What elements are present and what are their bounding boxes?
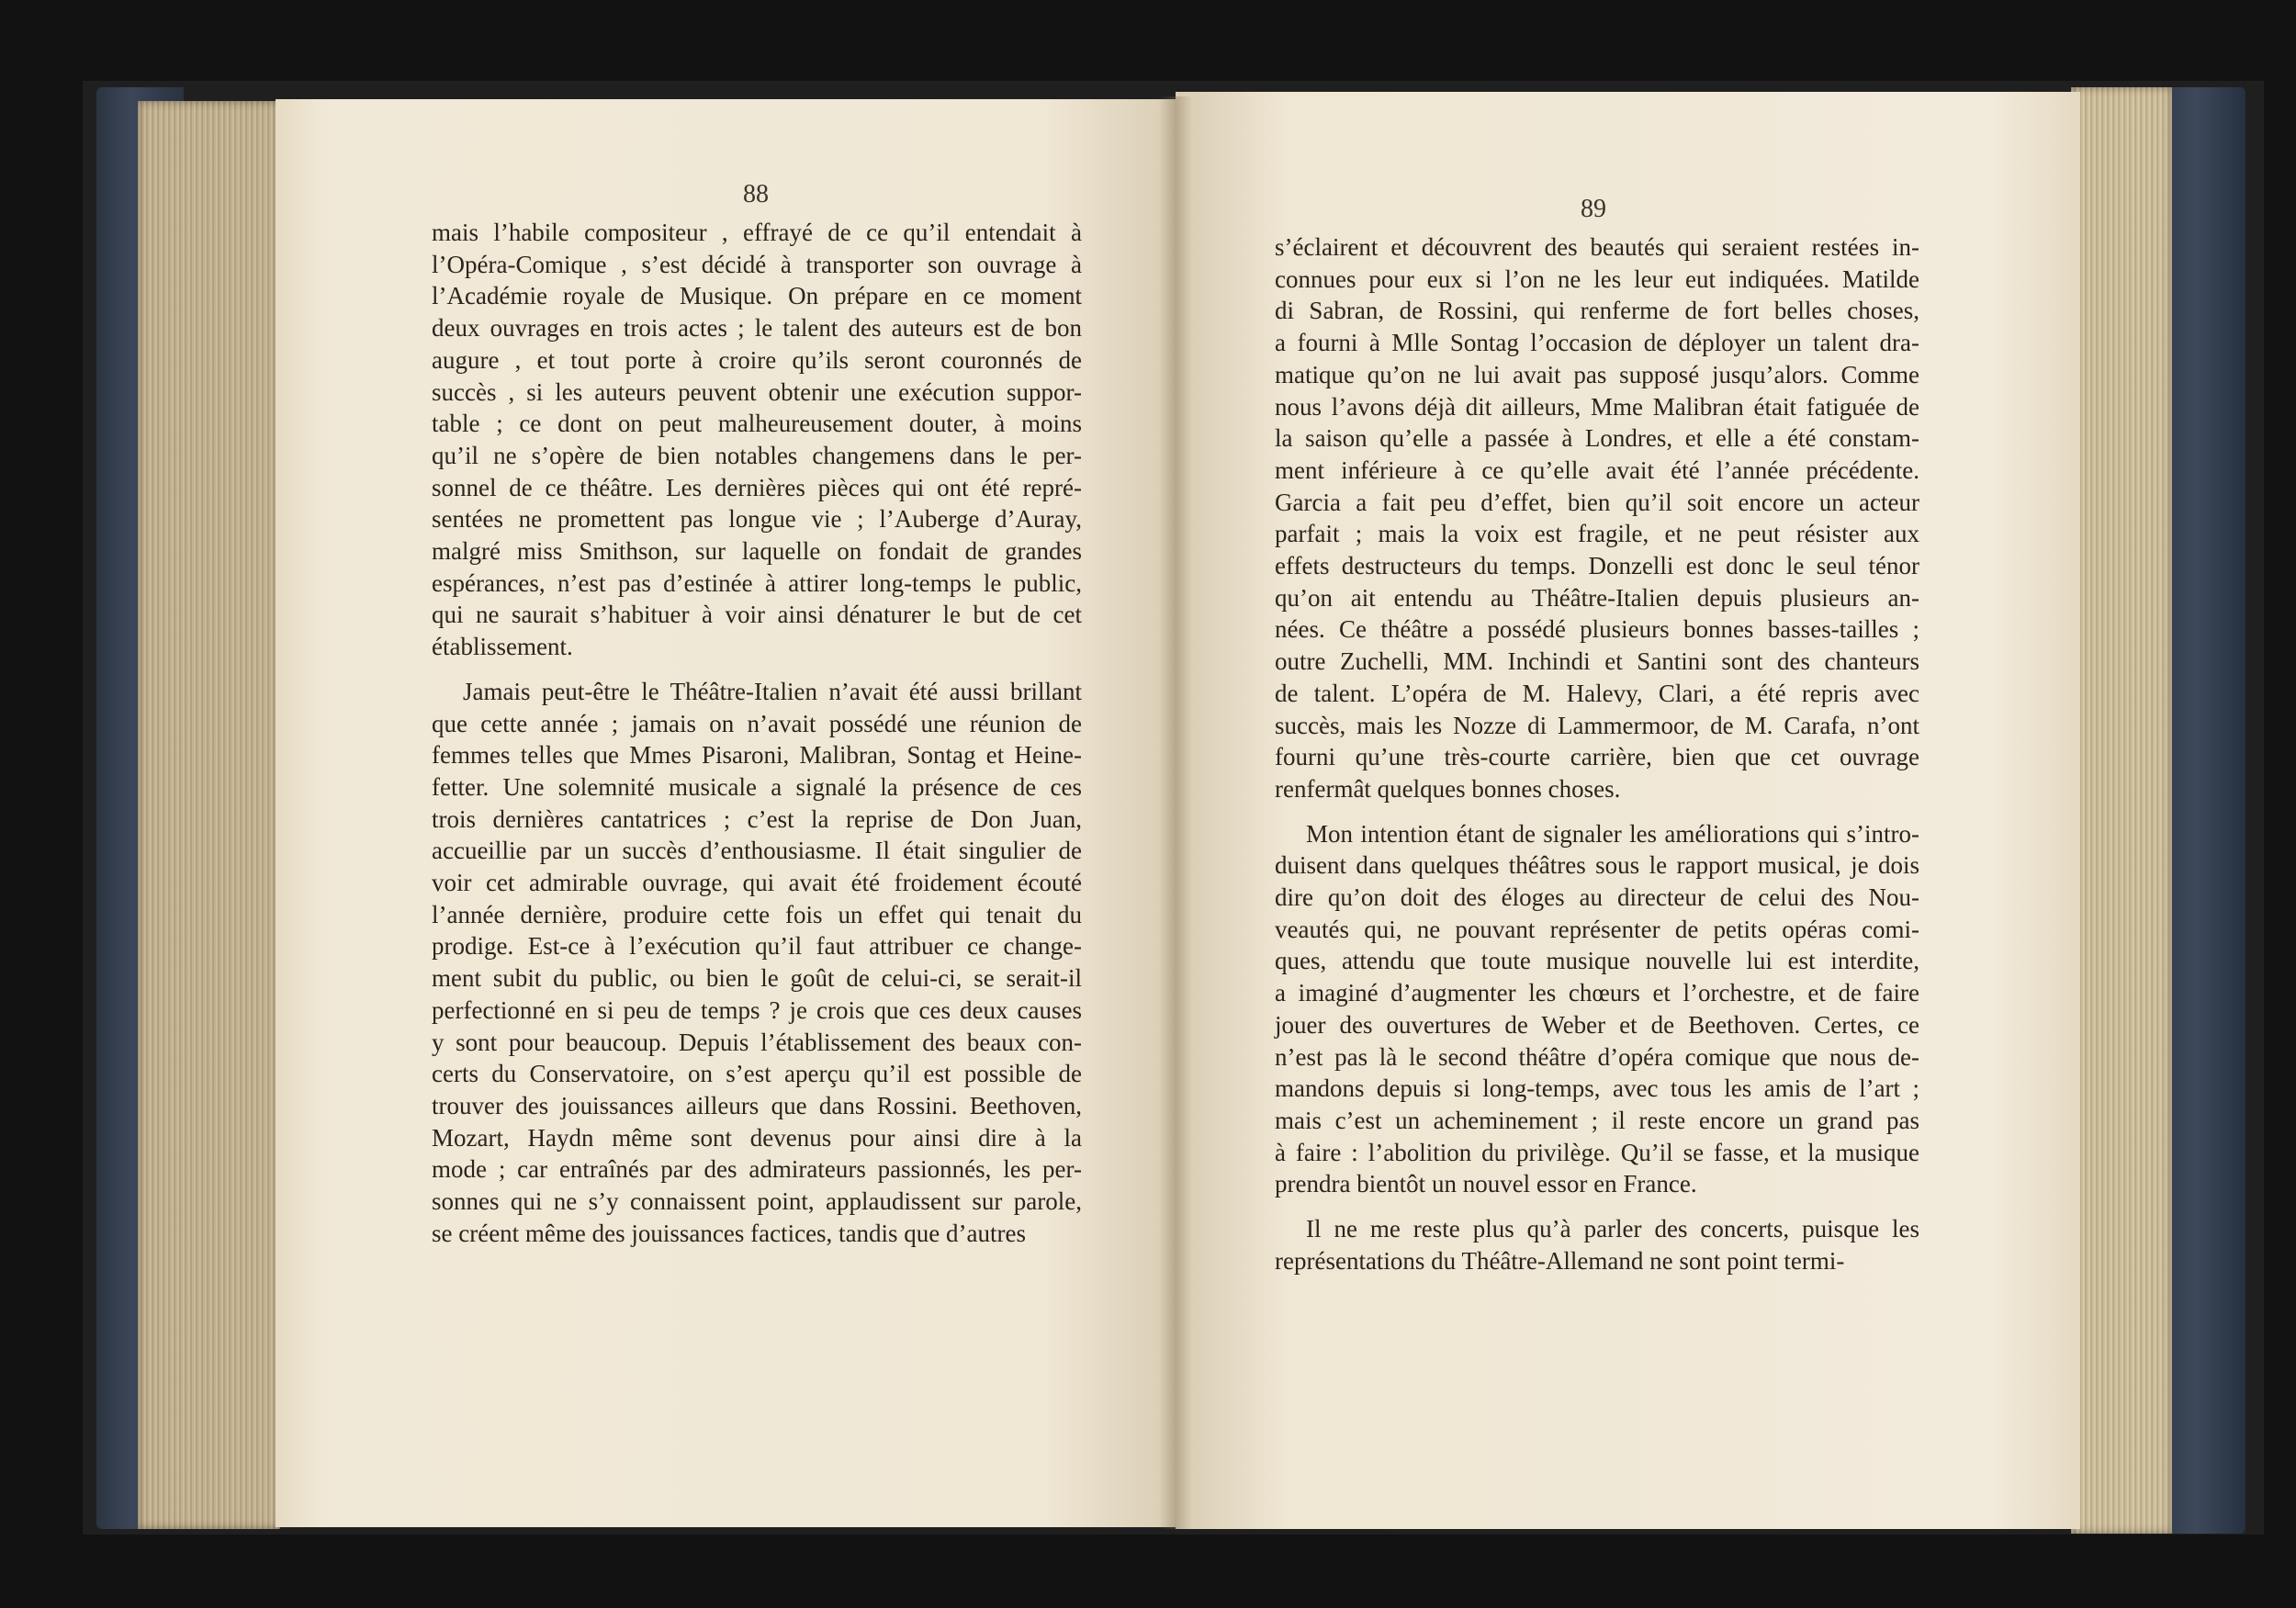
text-line: sentées ne promettent pas longue vie ; l’Auberge d’Auray, — [432, 505, 1082, 534]
text-line: sonnel de ce théâtre. Les dernières pièces qui ont été repré- — [432, 473, 1082, 501]
text-line: ment inférieure à ce qu’elle avait été l’année précédente. — [1275, 455, 1919, 484]
text-line: a fourni à Mlle Sontag l’occasion de déployer un talent dra- — [1275, 329, 1919, 357]
text-line: que cette année ; jamais on n’avait possédé une réunion de — [432, 709, 1082, 737]
text-line: mais c’est un acheminement ; il reste encore un grand pas — [1275, 1106, 1919, 1134]
text-line: s’éclairent et découvrent des beautés qui seraient restées in- — [1275, 233, 1919, 261]
text-line: table ; ce dont on peut malheureusement douter, à moins — [432, 410, 1082, 438]
text-line: fourni qu’une très-courte carrière, bien que cet ouvrage — [1275, 743, 1919, 771]
text-line: outre Zuchelli, MM. Inchindi et Santini sont des chanteurs — [1275, 647, 1919, 676]
text-line: ment subit du public, ou bien le goût de celui-ci, se serait-il — [432, 964, 1082, 993]
text-line: accueillie par un succès d’enthousiasme. Il était singulier de — [432, 837, 1082, 865]
text-line: nous l’avons déjà dit ailleurs, Mme Malibran était fatiguée de — [1275, 392, 1919, 421]
text-line: matique qu’on ne lui avait pas supposé jusqu’alors. Comme — [1275, 360, 1919, 388]
text-line: l’Académie royale de Musique. On prépare en ce moment — [432, 282, 1082, 310]
text-line: certs du Conservatoire, on s’est aperçu qu’il est possible de — [432, 1060, 1082, 1088]
page-number-left: 88 — [743, 180, 769, 208]
text-line: perfectionné en si peu de temps ? je crois que ces deux causes — [432, 995, 1082, 1024]
page-edges-right — [2071, 87, 2172, 1534]
text-line: sonnes qui ne s’y connaissent point, applaudissent sur parole, — [432, 1187, 1082, 1216]
text-line: la saison qu’elle a passée à Londres, et elle a été constam- — [1275, 424, 1919, 453]
text-line: effets destructeurs du temps. Donzelli est donc le seul ténor — [1275, 552, 1919, 580]
text-line: trouver des jouissances ailleurs que dans Rossini. Beethoven, — [432, 1091, 1082, 1119]
text-line: espérances, n’est pas d’estinée à attirer long-temps le public, — [432, 568, 1082, 597]
right-page-text — [1275, 231, 1919, 1277]
text-line: Jamais peut-être le Théâtre-Italien n’avait été aussi brillant — [463, 677, 1082, 705]
text-line: parfait ; mais la voix est fragile, et ne peut résister aux — [1275, 520, 1919, 548]
text-line: y sont pour beaucoup. Depuis l’établissement des beaux con- — [432, 1028, 1082, 1056]
text-line: prendra bientôt un nouvel essor en France. — [1275, 1170, 1697, 1198]
text-line: mais l’habile compositeur , effrayé de ce qu’il entendait à — [432, 219, 1082, 246]
text-line: connues pour eux si l’on ne les leur eut indiquées. Matilde — [1275, 264, 1919, 293]
text-line: Garcia a fait peu d’effet, bien qu’il soit encore un acteur — [1275, 488, 1919, 516]
text-line: n’est pas là le second théâtre d’opéra comique que nous de- — [1275, 1042, 1919, 1071]
page-number-right: 89 — [1581, 195, 1606, 223]
text-line: deux ouvrages en trois actes ; le talent des auteurs est de bon — [432, 314, 1082, 343]
text-line: de talent. L’opéra de M. Halevy, Clari, a été repris avec — [1275, 679, 1919, 707]
text-line: Mon intention étant de signaler les améliorations qui s’intro- — [1306, 819, 1919, 848]
text-line: duisent dans quelques théâtres sous le rapport musical, je dois — [1275, 851, 1919, 880]
text-line: malgré miss Smithson, sur laquelle on fondait de grandes — [432, 537, 1082, 566]
text-line: femmes telles que Mmes Pisaroni, Malibran, Sontag et Heine- — [432, 741, 1082, 770]
text-line: mode ; car entraînés par des admirateurs passionnés, les per- — [432, 1155, 1082, 1184]
text-line: à faire : l’abolition du privilège. Qu’il se fasse, et la musique — [1275, 1138, 1919, 1166]
text-line: veautés qui, ne pouvant représenter de petits opéras comi- — [1275, 915, 1919, 943]
book-gutter — [1159, 96, 1192, 1529]
text-line: l’année dernière, produire cette fois un effet qui tenait du — [432, 900, 1082, 928]
text-line: établissement. — [432, 633, 573, 661]
text-line: nées. Ce théâtre a possédé plusieurs bonnes basses-tailles ; — [1275, 615, 1919, 644]
text-line: représentations du Théâtre-Allemand ne sont point termi- — [1275, 1246, 1845, 1275]
left-page-text — [432, 217, 1082, 1250]
text-line: qui ne saurait s’habituer à voir ainsi dénaturer le but de cet — [432, 601, 1082, 629]
text-line: qu’il ne s’opère de bien notables changemens dans le per- — [432, 441, 1082, 469]
text-line: Mozart, Haydn même sont devenus pour ainsi dire à la — [432, 1123, 1082, 1152]
text-line: voir cet admirable ouvrage, qui avait été froidement écouté — [432, 869, 1082, 897]
text-line: a imaginé d’augmenter les chœurs et l’orchestre, et de faire — [1275, 979, 1919, 1007]
text-line: fetter. Une solemnité musicale a signalé la présence de ces — [432, 772, 1082, 801]
text-line: prodige. Est-ce à l’exécution qu’il faut attribuer ce change- — [432, 932, 1082, 961]
text-line: succès, mais les Nozze di Lammermoor, de M. Carafa, n’ont — [1275, 711, 1919, 739]
text-line: mandons depuis si long-temps, avec tous les amis de l’art ; — [1275, 1074, 1919, 1103]
text-line: ques, attendu que toute musique nouvelle lui est interdite, — [1275, 947, 1919, 975]
text-line: l’Opéra-Comique , s’est décidé à transporter son ouvrage à — [432, 250, 1082, 278]
text-line: qu’on ait entendu au Théâtre-Italien depuis plusieurs an- — [1275, 583, 1919, 612]
text-line: trois dernières cantatrices ; c’est la reprise de Don Juan, — [432, 804, 1082, 833]
text-line: dire qu’on doit des éloges au directeur de celui des Nou- — [1275, 883, 1919, 912]
text-line: succès , si les auteurs peuvent obtenir une exécution suppor- — [432, 377, 1082, 406]
text-line: augure , et tout porte à croire qu’ils seront couronnés de — [432, 345, 1082, 374]
text-line: renfermât quelques bonnes choses. — [1275, 774, 1621, 803]
text-line: Il ne me reste plus qu’à parler des concerts, puisque les — [1306, 1215, 1919, 1243]
text-line: di Sabran, de Rossini, qui renferme de fort belles choses, — [1275, 297, 1919, 325]
text-line: jouer des ouvertures de Weber et de Beethoven. Certes, ce — [1275, 1010, 1919, 1039]
page-edges-left — [138, 101, 280, 1529]
text-line: se créent même des jouissances factices, tandis que d’autres — [432, 1219, 1026, 1247]
